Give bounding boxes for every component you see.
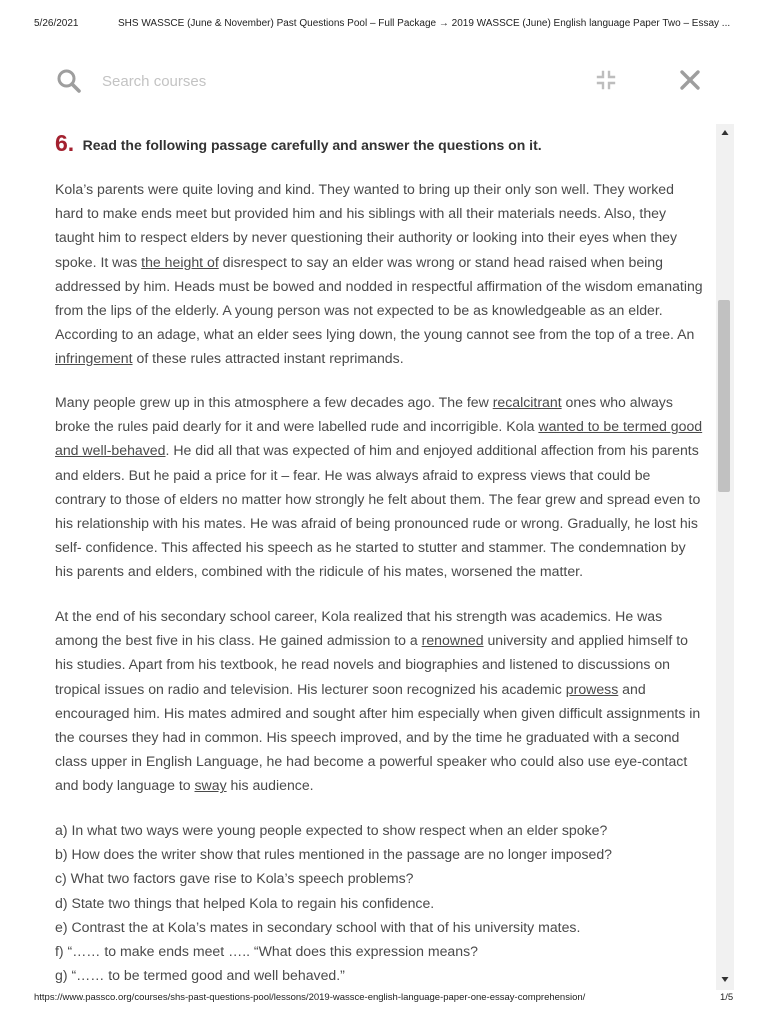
passage-text: and encouraged him. His mates admired and sought after him especially when given difficult assignments in the courses they had in common. His speech improved, and by the time he graduated with a second class upper in English Language, he had become a powerful speaker who could also use eye-contact and body language to xyxy=(55,680,701,794)
scroll-up-icon[interactable] xyxy=(716,126,734,140)
question-number: 6. xyxy=(55,130,75,156)
passage-text: university and applied himself to his studies. Apart from his textbook, he read novels and biographies and listened to discussions on tropical issues on radio and television. His lecturer soon recognized his academic xyxy=(55,632,689,697)
scroll-thumb[interactable] xyxy=(718,300,730,492)
print-date: 5/26/2021 xyxy=(34,18,79,29)
passage-text: ones who always broke the rules paid dearly for it and were labelled rude and incorrigible. Kola xyxy=(55,394,673,435)
passage-text: At the end of his secondary school career, Kola realized that his strength was academics. He was among the best five in his class. He gained admission to a xyxy=(55,608,663,649)
underlined-phrase: renowned xyxy=(421,632,484,649)
passage-text: disrespect to say an elder was wrong or stand head raised when being addressed by him. Heads must be bowed and nodded in respectful affirmation of the wisdom emanating from the lips of the elderly. A young person was not expected to be as knowledgeable as an elder. According to an adage, what an elder sees lying down, the young cannot see from the top of a tree. An xyxy=(55,253,703,343)
underlined-phrase: recalcitrant xyxy=(492,394,562,410)
underlined-phrase: the height of xyxy=(141,253,219,270)
print-page-title: SHS WASSCE (June & November) Past Questions Pool – Full Package → 2019 WASSCE (June) English language Paper Two – Essay ... xyxy=(118,18,731,29)
question-item: a) In what two ways were young people expected to show respect when an elder spoke? xyxy=(55,822,608,838)
question-heading xyxy=(55,130,705,157)
question-item: c) What two factors gave rise to Kola’s speech problems? xyxy=(55,870,414,887)
search-icon[interactable] xyxy=(56,68,82,94)
search-input[interactable] xyxy=(96,68,488,94)
underlined-phrase: wanted to be termed good and well-behaved xyxy=(55,418,703,459)
lesson-content xyxy=(0,124,716,990)
underlined-phrase: sway xyxy=(194,777,227,794)
comprehension-questions xyxy=(55,818,703,987)
underlined-phrase: prowess xyxy=(565,680,619,697)
passage-text: of these rules attracted instant reprimands. xyxy=(132,350,404,367)
print-header xyxy=(0,0,768,40)
question-item: d) State two things that helped Kola to regain his confidence. xyxy=(55,894,435,911)
question-instruction: Read the following passage carefully and answer the questions on it. xyxy=(82,137,542,153)
search-bar xyxy=(0,54,768,110)
print-url: https://www.passco.org/courses/shs-past-questions-pool/lessons/2019-wassce-english-language-paper-one-essay-comprehension/ xyxy=(34,992,586,1003)
passage-paragraph-1 xyxy=(55,177,703,371)
question-item: g) “…… to be termed good and well behaved.” xyxy=(55,967,345,984)
print-footer xyxy=(0,992,768,1012)
passage-paragraph-2 xyxy=(55,390,703,584)
question-item: f) “…… to make ends meet ….. “What does this expression means? xyxy=(55,943,478,960)
scroll-down-icon[interactable] xyxy=(716,972,734,986)
compress-icon[interactable] xyxy=(594,68,618,92)
passage-paragraph-3 xyxy=(55,604,703,798)
question-item: e) Contrast the at Kola’s mates in secondary school with that of his university mates. xyxy=(55,918,581,935)
passage-text: . He did all that was expected of him and enjoyed additional affection from his parents and elders. But he paid a price for it – fear. He was always afraid to express views that could be contrary to those of elders no matter how strongly he felt about them. The fear grew and spread even to his relationship with his mates. He was afraid of being pronounced rude or wrong. Gradually, he lost his self- confidence. This affected his speech as he started to stutter and stammer. The condemnation by his parents and elders, combined with the ridicule of his mates, worsened the matter. xyxy=(55,442,701,580)
vertical-scrollbar[interactable] xyxy=(716,124,734,990)
passage-text: Many people grew up in this atmosphere a few decades ago. The few xyxy=(55,394,493,410)
underlined-phrase: infringement xyxy=(55,350,133,367)
passage-text: Kola’s parents were quite loving and kind. They wanted to bring up their only son well. They worked hard to make ends meet but provided him and his siblings with all their materials needs. Also, they taught him to respect elders by never questioning their authority or looking into their eyes when they spoke. It was xyxy=(55,181,678,270)
passage-text: his audience. xyxy=(226,777,314,794)
print-page-number: 1/5 xyxy=(720,992,734,1003)
question-item: b) How does the writer show that rules mentioned in the passage are no longer imposed? xyxy=(55,846,613,863)
close-icon[interactable] xyxy=(678,68,702,92)
